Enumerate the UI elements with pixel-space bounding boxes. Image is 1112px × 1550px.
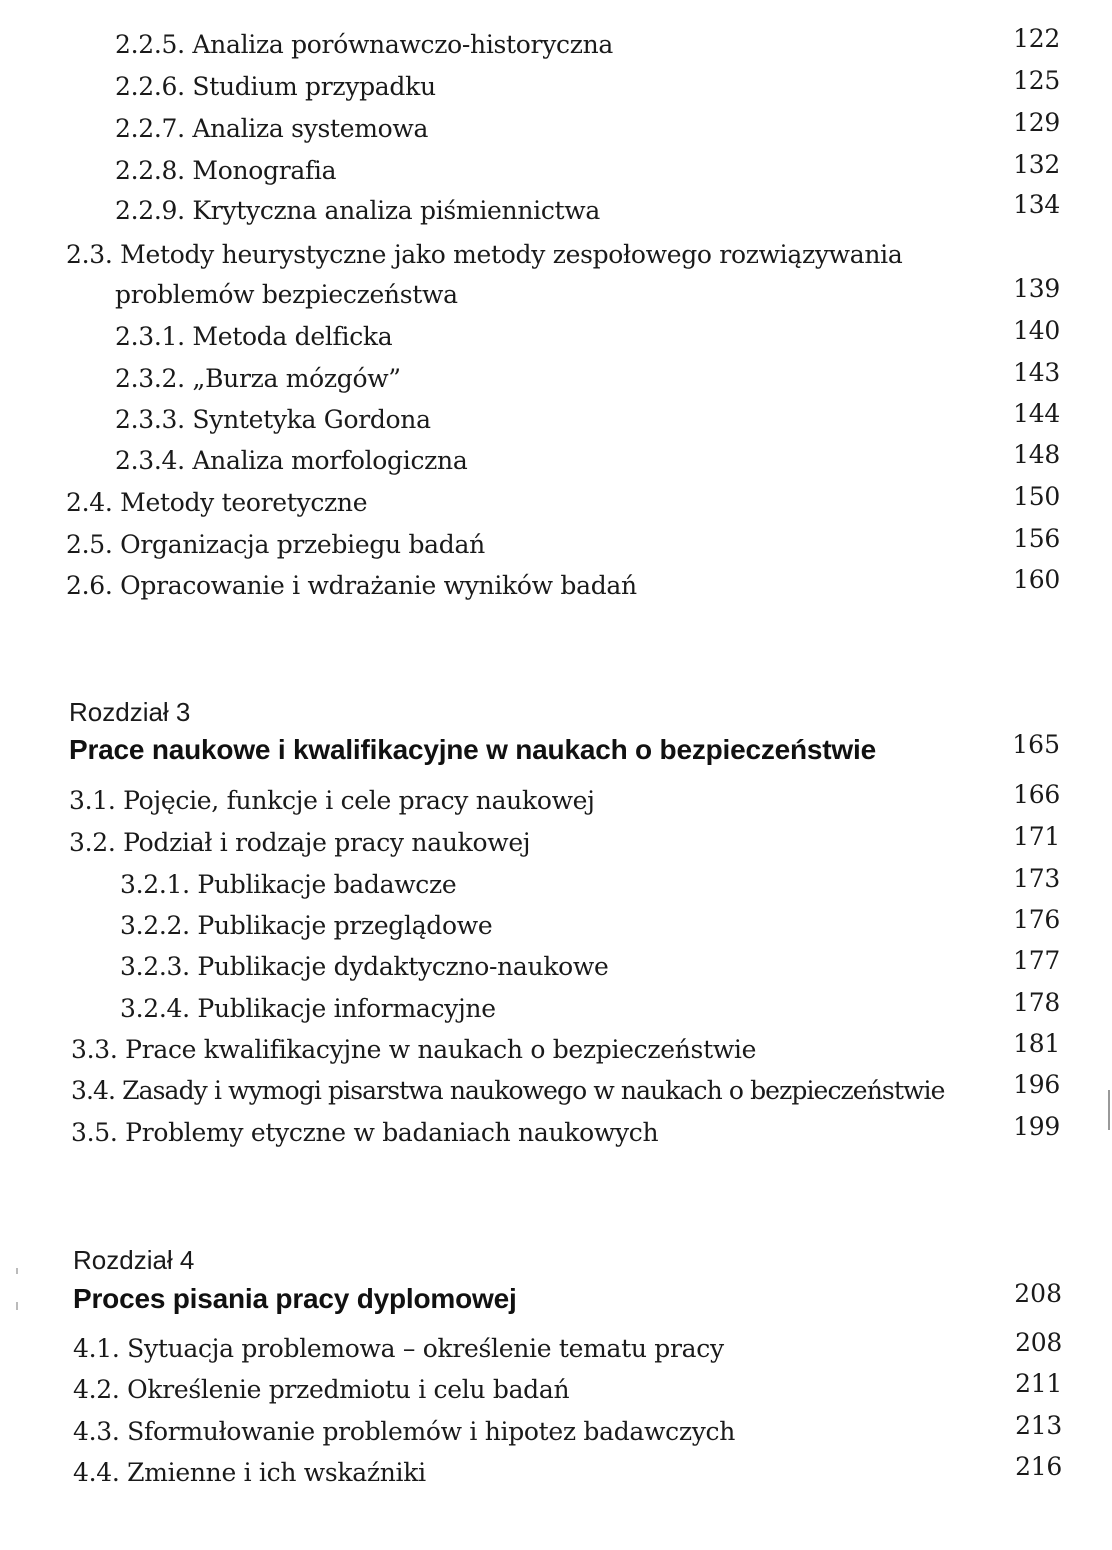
entry-page: 143 <box>1013 358 1060 387</box>
entry-page: 139 <box>1013 274 1060 303</box>
entry-number: 2.3.2. <box>115 364 185 393</box>
entry-page: 125 <box>1013 66 1060 95</box>
entry-title: Syntetyka Gordona <box>192 405 431 434</box>
entry-title: Monografia <box>192 156 337 185</box>
entry-page: 148 <box>1013 440 1060 469</box>
entry-number: 2.2.5. <box>115 30 185 59</box>
entry-title: Podział i rodzaje pracy naukowej <box>123 828 531 857</box>
scan-dot-mark <box>16 1302 18 1310</box>
entry-page: 150 <box>1013 482 1060 511</box>
entry-number: 2.3.4. <box>115 446 185 475</box>
entry-page: 196 <box>1013 1070 1060 1099</box>
scan-dot-mark <box>16 1268 18 1274</box>
entry-page: 173 <box>1013 864 1060 893</box>
entry-page: 178 <box>1013 988 1060 1017</box>
entry-title: Publikacje badawcze <box>197 870 457 899</box>
entry-page: 160 <box>1013 565 1060 594</box>
entry-page: 132 <box>1013 150 1060 179</box>
entry-title: Analiza porównawczo-historyczna <box>192 30 614 59</box>
entry-title: Organizacja przebiegu badań <box>120 530 485 559</box>
entry-page: 134 <box>1013 190 1060 219</box>
chapter-page: 208 <box>1014 1279 1062 1308</box>
chapter-label: Rozdział 3 <box>69 697 191 727</box>
entry-number: 3.5. <box>71 1118 118 1147</box>
entry-number: 2.5. <box>66 530 113 559</box>
entry-page: 171 <box>1013 822 1060 851</box>
scan-edge-mark <box>1108 1090 1110 1130</box>
entry-page: 199 <box>1013 1112 1060 1141</box>
entry-title: Metody teoretyczne <box>120 488 368 517</box>
entry-number: 4.3. <box>73 1417 120 1446</box>
entry-number: 2.2.6. <box>115 72 185 101</box>
entry-number: 3.2.4. <box>120 994 190 1023</box>
entry-number: 2.3.1. <box>115 322 185 351</box>
entry-number: 3.2.1. <box>120 870 190 899</box>
entry-page: 129 <box>1013 108 1060 137</box>
entry-title: Zasady i wymogi pisarstwa naukowego w naukach o bezpieczeństwie <box>122 1076 945 1105</box>
entry-title: Pojęcie, funkcje i cele pracy naukowej <box>123 786 595 815</box>
entry-title: Analiza systemowa <box>192 114 429 143</box>
entry-number: 4.2. <box>73 1375 120 1404</box>
entry-number: 2.2.8. <box>115 156 185 185</box>
chapter-label: Rozdział 4 <box>73 1245 195 1275</box>
entry-page: 166 <box>1013 780 1060 809</box>
entry-number: 3.3. <box>71 1035 118 1064</box>
chapter-title[interactable]: Proces pisania pracy dyplomowej <box>73 1283 517 1314</box>
chapter-title[interactable]: Prace naukowe i kwalifikacyjne w naukach o bezpieczeństwie <box>69 734 876 765</box>
entry-page: 176 <box>1013 905 1060 934</box>
entry-title: Problemy etyczne w badaniach naukowych <box>125 1118 659 1147</box>
entry-page: 177 <box>1013 946 1060 975</box>
entry-page: 140 <box>1013 316 1060 345</box>
entry-title: „Burza mózgów” <box>192 364 401 393</box>
entry-title: Opracowanie i wdrażanie wyników badań <box>120 571 637 600</box>
entry-number: 4.4. <box>73 1458 120 1487</box>
entry-title: Metoda delficka <box>192 322 393 351</box>
entry-title: Prace kwalifikacyjne w naukach o bezpieczeństwie <box>125 1035 757 1064</box>
entry-number: 4.1. <box>73 1334 120 1363</box>
entry-number: 2.3. <box>66 240 113 269</box>
entry-title: problemów bezpieczeństwa <box>115 280 458 309</box>
entry-page: 122 <box>1013 24 1060 53</box>
entry-title: Określenie przedmiotu i celu badań <box>127 1375 570 1404</box>
entry-title: Metody heurystyczne jako metody zespołowego rozwiązywania <box>120 240 903 269</box>
entry-title: Analiza morfologiczna <box>192 446 468 475</box>
entry-title: Publikacje informacyjne <box>197 994 496 1023</box>
entry-number: 3.2.3. <box>120 952 190 981</box>
entry-number: 3.2.2. <box>120 911 190 940</box>
entry-number: 3.1. <box>69 786 116 815</box>
chapter-page: 165 <box>1012 730 1060 759</box>
entry-page: 211 <box>1015 1369 1062 1398</box>
entry-page: 156 <box>1013 524 1060 553</box>
entry-number: 2.3.3. <box>115 405 185 434</box>
entry-number: 2.2.9. <box>115 196 185 225</box>
entry-title: Sformułowanie problemów i hipotez badawczych <box>127 1417 736 1446</box>
entry-title: Studium przypadku <box>192 72 436 101</box>
entry-title: Krytyczna analiza piśmiennictwa <box>192 196 600 225</box>
entry-number: 3.2. <box>69 828 116 857</box>
entry-number: 2.2.7. <box>115 114 185 143</box>
entry-page: 181 <box>1013 1029 1060 1058</box>
entry-page: 213 <box>1015 1411 1062 1440</box>
entry-title: Sytuacja problemowa – określenie tematu pracy <box>127 1334 724 1363</box>
entry-number: 2.4. <box>66 488 113 517</box>
entry-page: 216 <box>1015 1452 1062 1481</box>
entry-number: 3.4. <box>71 1076 116 1105</box>
entry-page: 144 <box>1013 399 1060 428</box>
entry-title: Publikacje dydaktyczno-naukowe <box>197 952 609 981</box>
entry-title: Publikacje przeglądowe <box>197 911 493 940</box>
entry-number: 2.6. <box>66 571 113 600</box>
entry-title: Zmienne i ich wskaźniki <box>127 1458 426 1487</box>
entry-page: 208 <box>1015 1328 1062 1357</box>
